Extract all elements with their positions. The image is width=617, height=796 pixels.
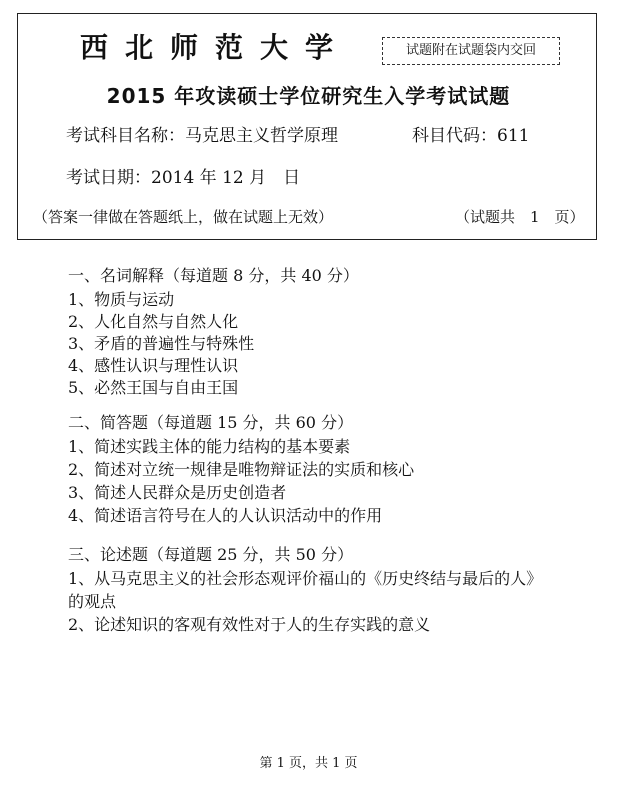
section-heading: 一、名词解释（每道题 8 分，共 40 分）	[68, 266, 359, 285]
list-item: 3、矛盾的普遍性与特殊性	[68, 334, 255, 353]
list-item: 4、简述语言符号在人的人认识活动中的作用	[68, 506, 383, 525]
section-heading: 三、论述题（每道题 25 分，共 50 分）	[68, 545, 354, 564]
page-count: （试题共 1 页）	[455, 208, 585, 226]
list-item: 3、简述人民群众是历史创造者	[68, 483, 287, 502]
exam-date: 考试日期：2014 年 12 月 日	[66, 168, 301, 188]
subject-code: 科目代码：611	[412, 126, 530, 146]
answer-note: （答案一律做在答题纸上，做在试题上无效）	[33, 208, 334, 226]
list-item: 1、简述实践主体的能力结构的基本要素	[68, 437, 351, 456]
subject-name: 考试科目名称：马克思主义哲学原理	[66, 126, 338, 146]
list-item: 1、物质与运动	[68, 290, 175, 309]
list-item: 2、简述对立统一规律是唯物辩证法的实质和核心	[68, 460, 415, 479]
list-item: 2、论述知识的客观有效性对于人的生存实践的意义	[68, 615, 431, 634]
list-item: 4、感性认识与理性认识	[68, 356, 239, 375]
list-item: 2、人化自然与自然人化	[68, 312, 239, 331]
list-item: 的观点	[68, 592, 117, 611]
section-heading: 二、简答题（每道题 15 分，共 60 分）	[68, 413, 354, 432]
list-item: 5、必然王国与自由王国	[68, 378, 239, 397]
return-notice: 试题附在试题袋内交回	[382, 37, 560, 65]
university-name: 西北师范大学	[80, 31, 351, 64]
page-footer: 第 1 页，共 1 页	[259, 756, 358, 771]
exam-title: 2015 年攻读硕士学位研究生入学考试试题	[106, 84, 511, 108]
list-item: 1、从马克思主义的社会形态观评价福山的《历史终结与最后的人》	[68, 569, 543, 588]
